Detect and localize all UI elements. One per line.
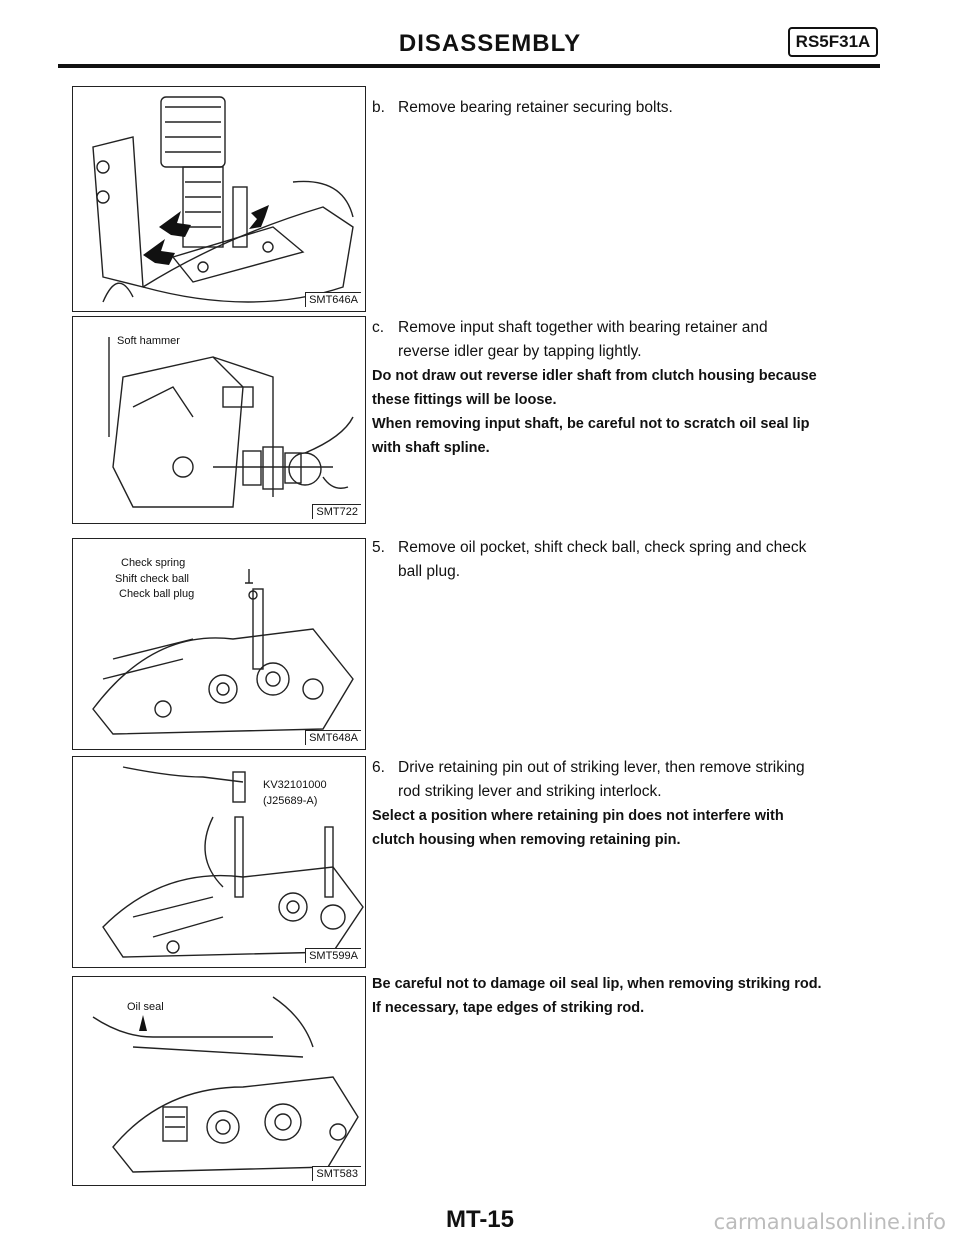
step-label: 5. [372, 539, 385, 556]
step-label: b. [372, 99, 385, 116]
page-number: MT-15 [445, 1206, 514, 1233]
figure-code: SMT599A [305, 948, 361, 963]
callout-tool-number: KV32101000 [263, 779, 327, 791]
watermark: carmanualsonline.info [713, 1210, 946, 1234]
page-title: DISASSEMBLY [398, 30, 582, 57]
step-text: Drive retaining pin out of striking lever, then remove striking [398, 759, 805, 776]
caution-note: clutch housing when removing retaining pin. [372, 832, 681, 848]
caution-note: Be careful not to damage oil seal lip, when removing striking rod. [372, 976, 822, 992]
callout-shift-check-ball: Shift check ball [115, 573, 189, 585]
step-c [372, 316, 880, 460]
step-label: c. [372, 319, 385, 336]
input-shaft-removal-illustration [73, 317, 365, 523]
striking-rod-removal-illustration [73, 977, 365, 1185]
step-continuation: rod striking lever and striking interlock. [398, 783, 662, 800]
figure-smt599a [72, 756, 366, 968]
step-text: Remove input shaft together with bearing retainer and [398, 319, 768, 336]
step-5 [372, 536, 880, 584]
header-rule [58, 64, 880, 68]
caution-note: Do not draw out reverse idler shaft from clutch housing because [372, 368, 817, 384]
figure-smt722 [72, 316, 366, 524]
caution-note: When removing input shaft, be careful not to scratch oil seal lip [372, 416, 810, 432]
figure-smt583 [72, 976, 366, 1186]
step-text: Remove bearing retainer securing bolts. [398, 99, 673, 116]
caution-note: If necessary, tape edges of striking rod. [372, 1000, 645, 1016]
caution-note: with shaft spline. [372, 440, 490, 456]
step-label: 6. [372, 759, 385, 776]
figure-code: SMT646A [305, 292, 361, 307]
caution-note: these fittings will be loose. [372, 392, 557, 408]
figure-code: SMT648A [305, 730, 361, 745]
callout-check-ball-plug: Check ball plug [119, 588, 195, 600]
caution-block [372, 972, 880, 1020]
step-continuation: ball plug. [398, 563, 461, 580]
step-b [372, 96, 880, 120]
bearing-retainer-illustration [73, 87, 365, 311]
figure-smt648a [72, 538, 366, 750]
callout-oil-seal: Oil seal [127, 1001, 164, 1013]
step-continuation: reverse idler gear by tapping lightly. [398, 343, 642, 360]
check-ball-illustration [73, 539, 365, 749]
caution-note: Select a position where retaining pin does not interfere with [372, 808, 784, 824]
callout-soft-hammer: Soft hammer [117, 335, 180, 347]
callout-tool-number-alt: (J25689-A) [263, 795, 318, 807]
figure-code: SMT583 [312, 1166, 361, 1181]
step-text: Remove oil pocket, shift check ball, check spring and check [398, 539, 807, 556]
callout-check-spring: Check spring [121, 557, 186, 569]
model-code-badge: RS5F31A [788, 27, 878, 57]
step-6 [372, 756, 880, 852]
figure-code: SMT722 [312, 504, 361, 519]
figure-smt646a [72, 86, 366, 312]
